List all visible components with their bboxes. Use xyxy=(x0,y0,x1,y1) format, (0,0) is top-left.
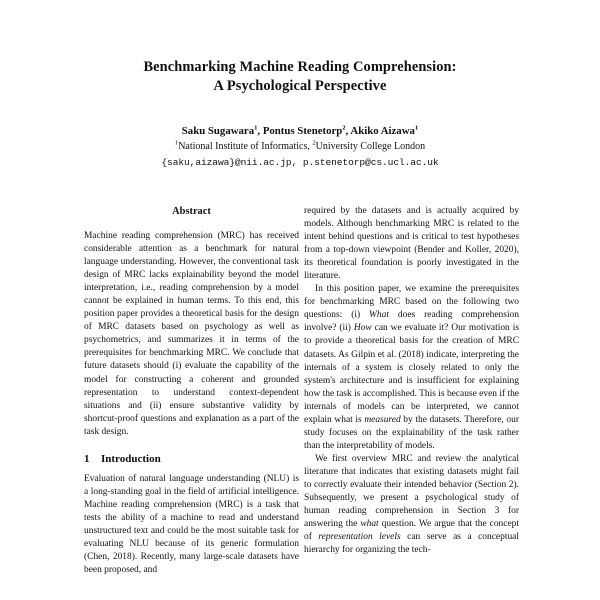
author-3-name: Akiko Aizawa xyxy=(350,125,415,137)
para3-text-b: question. We argue that the concept of xyxy=(304,519,519,543)
title-line-2: A Psychological Perspective xyxy=(213,78,387,94)
right-paragraph-3 xyxy=(304,453,519,557)
page-title xyxy=(80,58,520,96)
section-number: 1 xyxy=(84,452,90,465)
para2-emphasis-measured: measured xyxy=(364,414,401,425)
affiliation-2-name: University College London xyxy=(315,141,426,152)
author-3-affiliation-marker: 1 xyxy=(414,124,419,132)
author-emails: {saku,aizawa}@nii.ac.jp, p.stenetorp@cs.ucl.ac.uk xyxy=(161,157,439,168)
para2-text-a: In this position paper, we examine the prerequisites for benchmarking MRC based on the following two questions: (i) xyxy=(304,284,519,321)
affiliation-1-marker: 1 xyxy=(174,139,179,147)
affiliation-2-marker: 2 xyxy=(312,139,316,147)
para2-text-d: by the datasets. Therefore, our study focuses on the explainability of the task rather than the interpretability of models. xyxy=(304,414,519,451)
author-1-affiliation-marker: 1 xyxy=(254,124,258,132)
right-column xyxy=(304,205,519,557)
right-paragraph-2 xyxy=(304,283,519,453)
para3-text-a: We first overview MRC and review the analytical literature that indicates that existing datasets might fail to correctly evaluate their intended behavior (Section 2). Subsequently, we present a psychological study of human reading comprehension in Section 3 for answering the xyxy=(304,453,519,530)
para3-emphasis-what: what xyxy=(360,519,379,530)
section-title: Introduction xyxy=(101,452,161,465)
author-1-name: Saku Sugawara xyxy=(181,125,255,137)
author-2-name: Pontus Stenetorp xyxy=(262,125,343,137)
left-column xyxy=(84,205,299,577)
abstract-heading: Abstract xyxy=(172,206,211,217)
title-line-1: Benchmarking Machine Reading Comprehension: xyxy=(143,59,457,75)
abstract-body: Machine reading comprehension (MRC) has received considerable attention as a benchmark for natural language understanding. However, the conventional task design of MRC lacks explainability beyond the model interpretation, i.e., reading comprehension by a model cannot be explained in human terms. To this end, this position paper provides a theoretical basis for the design of MRC datasets based on psychology as well as psychometrics, and summarizes it in terms of the prerequisites for benchmarking MRC. We conclude that future datasets should (i) evaluate the capability of the model for constructing a coherent and grounded representation to understand context-dependent situations and (ii) ensure substantive validity by shortcut-proof questions and explanation as a part of the task design. xyxy=(84,231,299,437)
title-block xyxy=(80,58,520,170)
author-list xyxy=(80,124,520,139)
affiliation-list xyxy=(80,140,520,154)
author-separator-1: , xyxy=(257,125,263,137)
affiliation-1-name: National Institute of Informatics, xyxy=(178,141,310,152)
introduction-paragraph: Evaluation of natural language understanding (NLU) is a long-standing goal in the field of artificial intelligence. Machine reading comprehension (MRC) is a task that tests the ability of a machine to read and understand unstructured text and could be the most suitable task for evaluating NLU because of its generic formulation (Chen, 2018). Recently, many large-scale datasets have been proposed, and xyxy=(84,473,299,576)
para3-text-c: can serve as a conceptual hierarchy for organizing the tech- xyxy=(304,532,519,556)
author-separator-2: , xyxy=(345,125,351,137)
author-2-affiliation-marker: 2 xyxy=(342,124,346,132)
para2-emphasis-what: What xyxy=(369,310,389,321)
para2-text-b: does reading comprehension involve? (ii) xyxy=(304,310,519,334)
section-heading-introduction xyxy=(84,452,299,467)
right-paragraph-1: required by the datasets and is actually acquired by models. Although benchmarking MRC is related to the intent behind questions and is critical to test hypotheses from a top-down viewpoint (Bender and Koller, 2020), its theoretical foundation is poorly investigated in the literature. xyxy=(304,206,519,282)
para2-text-c: can we evaluate it? Our motivation is to provide a theoretical basis for the creation of MRC datasets. As Gilpin et al. (2018) indicate, interpreting the internals of a system is closely related to only the system's architecture and is insufficient for explaining how the task is accomplished. This is because even if the internals of models can be interpreted, we cannot explain what is xyxy=(304,323,519,425)
para3-emphasis-representation-levels: representation levels xyxy=(318,532,401,543)
para2-emphasis-how: How xyxy=(353,323,372,334)
